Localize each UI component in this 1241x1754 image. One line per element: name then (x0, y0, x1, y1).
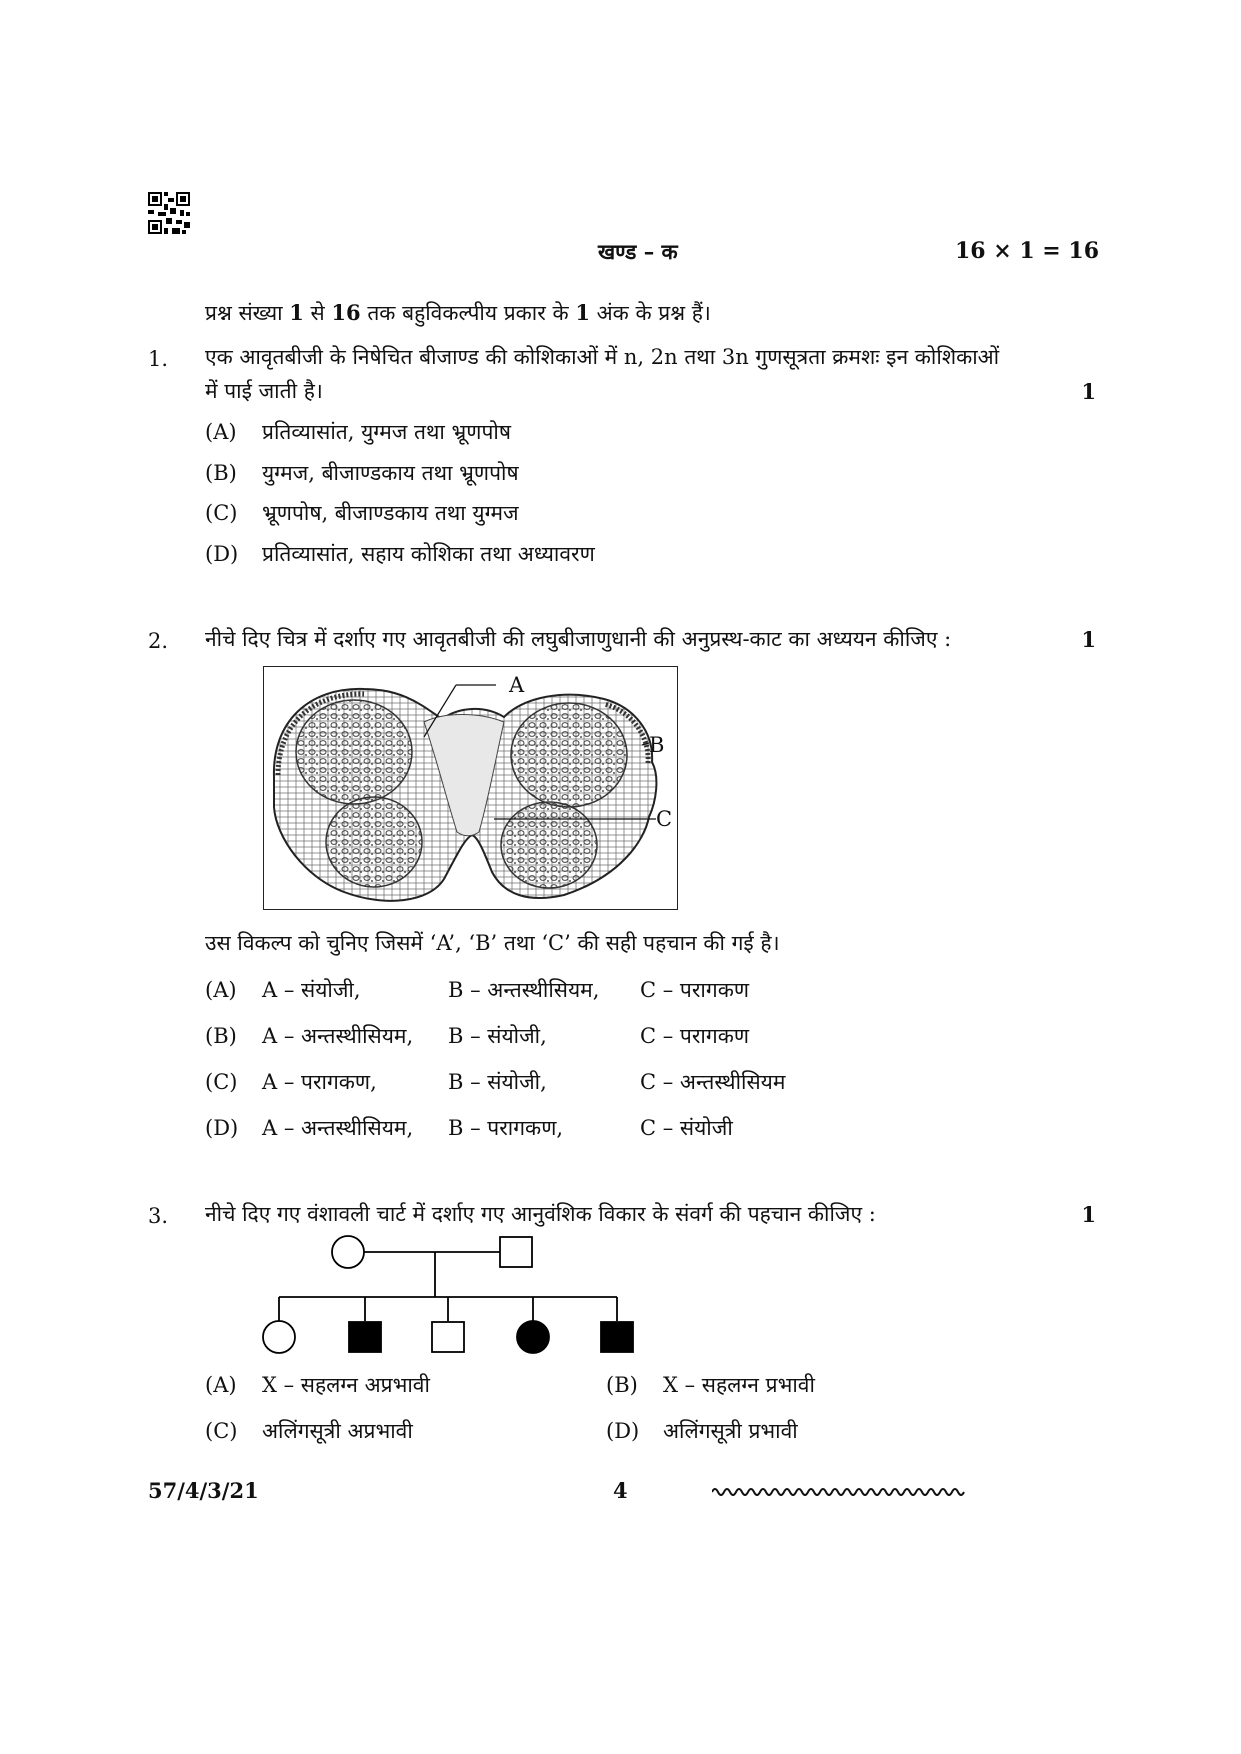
question-number: 3. (148, 1204, 169, 1228)
child-affected-male-symbol (349, 1322, 381, 1352)
question-prompt: उस विकल्प को चुनिए जिसमें ‘A’, ‘B’ तथा ‘C’ की सही पहचान की गई है। (205, 931, 780, 955)
child-unaffected-male-symbol (432, 1322, 464, 1352)
question-text: में पाई जाती है। (205, 379, 323, 403)
section-title: खण्ड – क (598, 239, 678, 264)
paper-code: 57/4/3/21 (148, 1478, 259, 1503)
question-marks: 1 (1081, 379, 1096, 404)
option-label: (D) (205, 1116, 239, 1140)
option-label: (C) (205, 1070, 238, 1094)
option-part-b: B – परागकण, (448, 1116, 564, 1140)
option-part-b: B – अन्तस्थीसियम, (448, 978, 600, 1002)
option-part-b: B – संयोजी, (448, 1070, 547, 1094)
figure-label-c: C (656, 807, 673, 831)
child-affected-male-symbol (601, 1322, 633, 1352)
option-text: प्रतिव्यासांत, सहाय कोशिका तथा अध्यावरण (262, 542, 595, 566)
option-label: (B) (205, 461, 237, 485)
option-part-c: C – परागकण (640, 1024, 750, 1048)
option-part-a: A – अन्तस्थीसियम, (262, 1024, 414, 1048)
section-instruction: प्रश्न संख्या 1 से 16 तक बहुविकल्पीय प्रकार के 1 अंक के प्रश्न हैं। (205, 300, 711, 325)
option-label: (B) (606, 1373, 638, 1397)
page-number: 4 (613, 1478, 628, 1503)
option-text: अलिंगसूत्री प्रभावी (663, 1419, 798, 1443)
wavy-line-decoration (712, 1484, 967, 1500)
option-text: युग्मज, बीजाण्डकाय तथा भ्रूणपोष (262, 461, 519, 485)
anther-cross-section-figure (263, 666, 678, 910)
question-text: नीचे दिए गए वंशावली चार्ट में दर्शाए गए आनुवंशिक विकार के संवर्ग की पहचान कीजिए : (205, 1202, 876, 1226)
question-text: एक आवृतबीजी के निषेचित बीजाण्ड की कोशिकाओं में n, 2n तथा 3n गुणसूत्रता क्रमशः इन कोशिकाओं (205, 345, 1000, 369)
question-number: 2. (148, 629, 169, 653)
option-label: (C) (205, 501, 238, 525)
option-part-c: C – परागकण (640, 978, 750, 1002)
question-marks: 1 (1081, 1202, 1096, 1227)
option-label: (B) (205, 1024, 237, 1048)
option-part-c: C – अन्तस्थीसियम (640, 1070, 786, 1094)
parent-male-symbol (500, 1237, 532, 1267)
figure-label-b: B (649, 733, 665, 757)
question-number: 1. (148, 347, 169, 371)
option-label: (D) (205, 542, 239, 566)
question-marks: 1 (1081, 627, 1096, 652)
option-label: (A) (205, 978, 237, 1002)
option-label: (A) (205, 420, 237, 444)
parent-female-symbol (332, 1236, 364, 1268)
anther-illustration (264, 667, 676, 908)
option-part-a: A – संयोजी, (262, 978, 361, 1002)
figure-label-a: A (509, 673, 525, 697)
question-text: नीचे दिए चित्र में दर्शाए गए आवृतबीजी की लघुबीजाणुधानी की अनुप्रस्थ-काट का अध्ययन कीजिए : (205, 627, 952, 651)
option-label: (C) (205, 1419, 238, 1443)
qr-code-icon (148, 192, 190, 234)
option-part-b: B – संयोजी, (448, 1024, 547, 1048)
option-part-a: A – अन्तस्थीसियम, (262, 1116, 414, 1140)
option-text: X – सहलग्न अप्रभावी (262, 1373, 430, 1397)
option-label: (A) (205, 1373, 237, 1397)
option-text: भ्रूणपोष, बीजाण्डकाय तथा युग्मज (262, 501, 519, 525)
option-part-c: C – संयोजी (640, 1116, 733, 1140)
option-part-a: A – परागकण, (262, 1070, 377, 1094)
pedigree-chart (255, 1228, 655, 1368)
child-affected-female-symbol (517, 1321, 549, 1353)
section-marks-scheme: 16 × 1 = 16 (954, 238, 1099, 264)
option-text: X – सहलग्न प्रभावी (663, 1373, 815, 1397)
option-label: (D) (606, 1419, 640, 1443)
option-text: प्रतिव्यासांत, युग्मज तथा भ्रूणपोष (262, 420, 511, 444)
option-text: अलिंगसूत्री अप्रभावी (262, 1419, 413, 1443)
child-unaffected-female-symbol (263, 1321, 295, 1353)
